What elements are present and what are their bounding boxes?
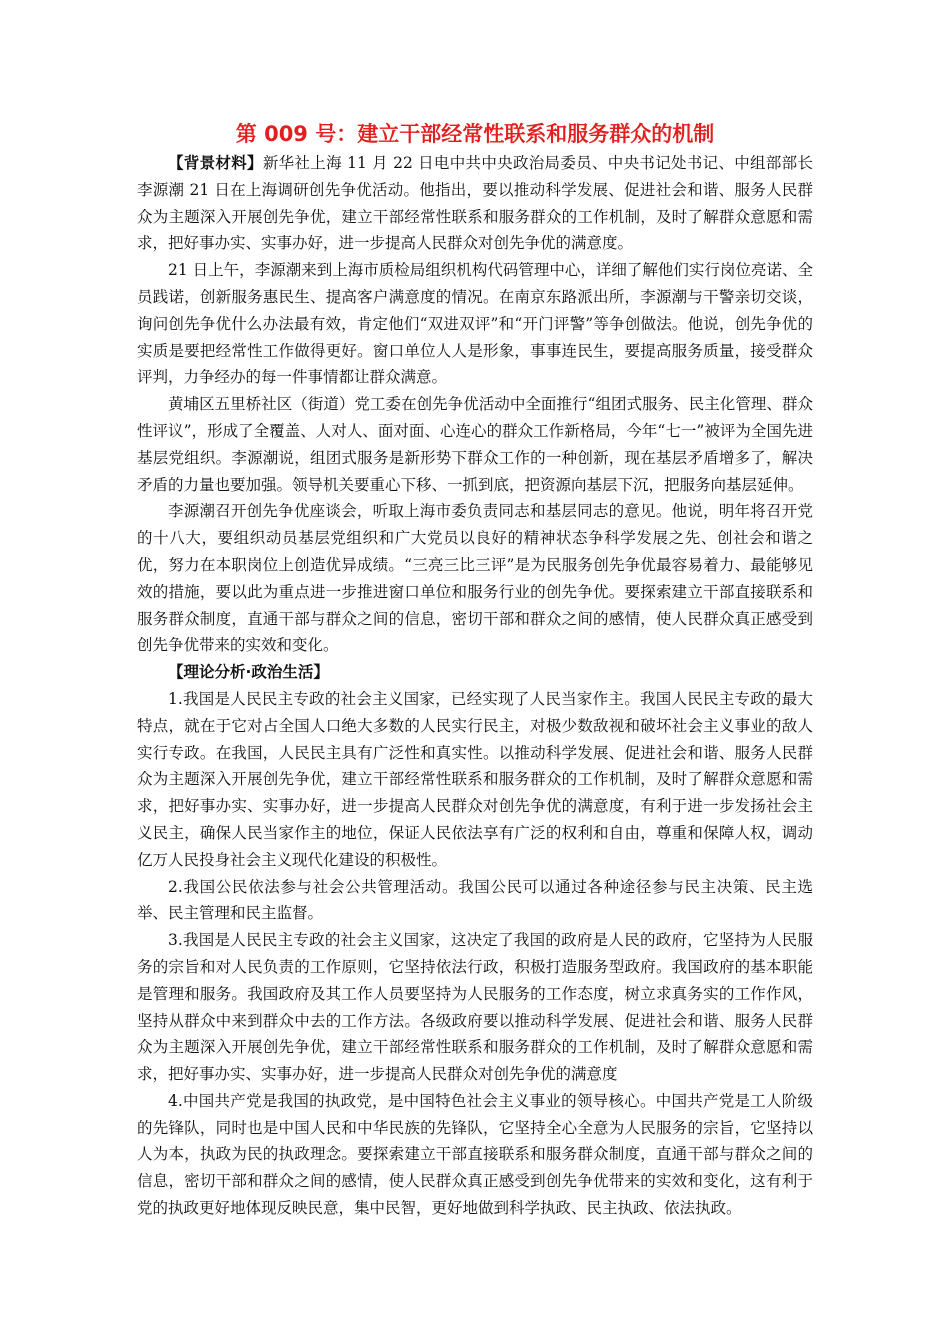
background-paragraph-1-text: 新华社上海 11 月 22 日电中共中央政治局委员、中央书记处书记、中组部部长李源潮 21 日在上海调研创先争优活动。他指出，要以推动科学发展、促进社会和谐、服务人民群众为主题深入开展创先争优，建立干部经常性联系和服务群众的工作机制，及时了解群众意愿和需求，把好事办实、实事办好，进一步提高人民群众对创先争优的满意度。 — [137, 154, 813, 253]
analysis-heading: 【理论分析·政治生活】 — [168, 663, 329, 682]
background-paragraph-3: 黄埔区五里桥社区（街道）党工委在创先争优活动中全面推行“组团式服务、民主化管理、群众性评议”，形成了全覆盖、人对人、面对面、心连心的群众工作新格局，今年“七一”被评为全国先进基层党组织。李源潮说，组团式服务是新形势下群众工作的一种创新，现在基层矛盾增多了，解决矛盾的力量也要加强。领导机关要重心下移、一抓到底，把资源向基层下沉，把服务向基层延伸。 — [137, 395, 813, 494]
background-paragraph-1 — [137, 150, 813, 257]
background-heading: 【背景材料】 — [168, 154, 263, 172]
background-paragraph-4: 李源潮召开创先争优座谈会，听取上海市委负责同志和基层同志的意见。他说，明年将召开党的十八大，要组织动员基层党组织和广大党员以良好的精神状态争科学发展之先、创社会和谐之优，努力在本职岗位上创造优异成绩。“三亮三比三评”是为民服务创先争优最容易着力、最能够见效的措施，要以此为重点进一步推进窗口单位和服务行业的创先争优。要探索建立干部直接联系和服务群众制度，直通干部与群众之间的信息，密切干部和群众之间的感情，使人民群众真正感受到创先争优带来的实效和变化。 — [137, 502, 813, 655]
analysis-paragraph-1: 1.我国是人民民主专政的社会主义国家，已经实现了人民当家作主。我国人民民主专政的最大特点，就在于它对占全国人口绝大多数的人民实行民主，对极少数敌视和破坏社会主义事业的敌人实行专政。在我国，人民民主具有广泛性和真实性。以推动科学发展、促进社会和谐、服务人民群众为主题深入开展创先争优，建立干部经常性联系和服务群众的工作机制，及时了解群众意愿和需求，把好事办实、实事办好，进一步提高人民群众对创先争优的满意度，有利于进一步发扬社会主义民主，确保人民当家作主的地位，保证人民依法享有广泛的权利和自由，尊重和保障人权，调动亿万人民投身社会主义现代化建设的积极性。 — [137, 689, 813, 869]
background-paragraph-2: 21 日上午，李源潮来到上海市质检局组织机构代码管理中心，详细了解他们实行岗位亮诺、全员践诺，创新服务惠民生、提高客户满意度的情况。在南京东路派出所，李源潮与干警亲切交谈，询问创先争优什么办法最有效，肯定他们“双进双评”和“开门评警”等争创做法。他说，创先争优的实质是要把经常性工作做得更好。窗口单位人人是形象，事事连民生，要提高服务质量，接受群众评判，力争经办的每一件事情都让群众满意。 — [137, 261, 813, 387]
analysis-paragraph-4: 4.中国共产党是我国的执政党，是中国特色社会主义事业的领导核心。中国共产党是工人阶级的先锋队，同时也是中国人民和中华民族的先锋队，它坚持全心全意为人民服务的宗旨，它坚持以人为本，执政为民的执政理念。要探索建立干部直接联系和服务群众制度，直通干部与群众之间的信息，密切干部和群众之间的感情，使人民群众真正感受到创先争优带来的实效和变化，这有利于党的执政更好地体现反映民意，集中民智，更好地做到科学执政、民主执政、依法执政。 — [137, 1091, 813, 1218]
analysis-paragraph-3: 3.我国是人民民主专政的社会主义国家，这决定了我国的政府是人民的政府，它坚持为人民服务的宗旨和对人民负责的工作原则，它坚持依法行政，积极打造服务型政府。我国政府的基本职能是管理和服务。我国政府及其工作人员要坚持为人民服务的工作态度，树立求真务实的工作作风，坚持从群众中来到群众中去的工作方法。各级政府要以推动科学发展、促进社会和谐、服务人民群众为主题深入开展创先争优，建立干部经常性联系和服务群众的工作机制，及时了解群众意愿和需求，把好事办实、实事办好，进一步提高人民群众对创先争优的满意度 — [137, 931, 813, 1084]
document-page — [137, 118, 813, 1222]
document-title: 第 009 号：建立干部经常性联系和服务群众的机制 — [235, 122, 715, 146]
analysis-paragraph-2: 2.我国公民依法参与社会公共管理活动。我国公民可以通过各种途径参与民主决策、民主选举、民主管理和民主监督。 — [137, 877, 813, 923]
